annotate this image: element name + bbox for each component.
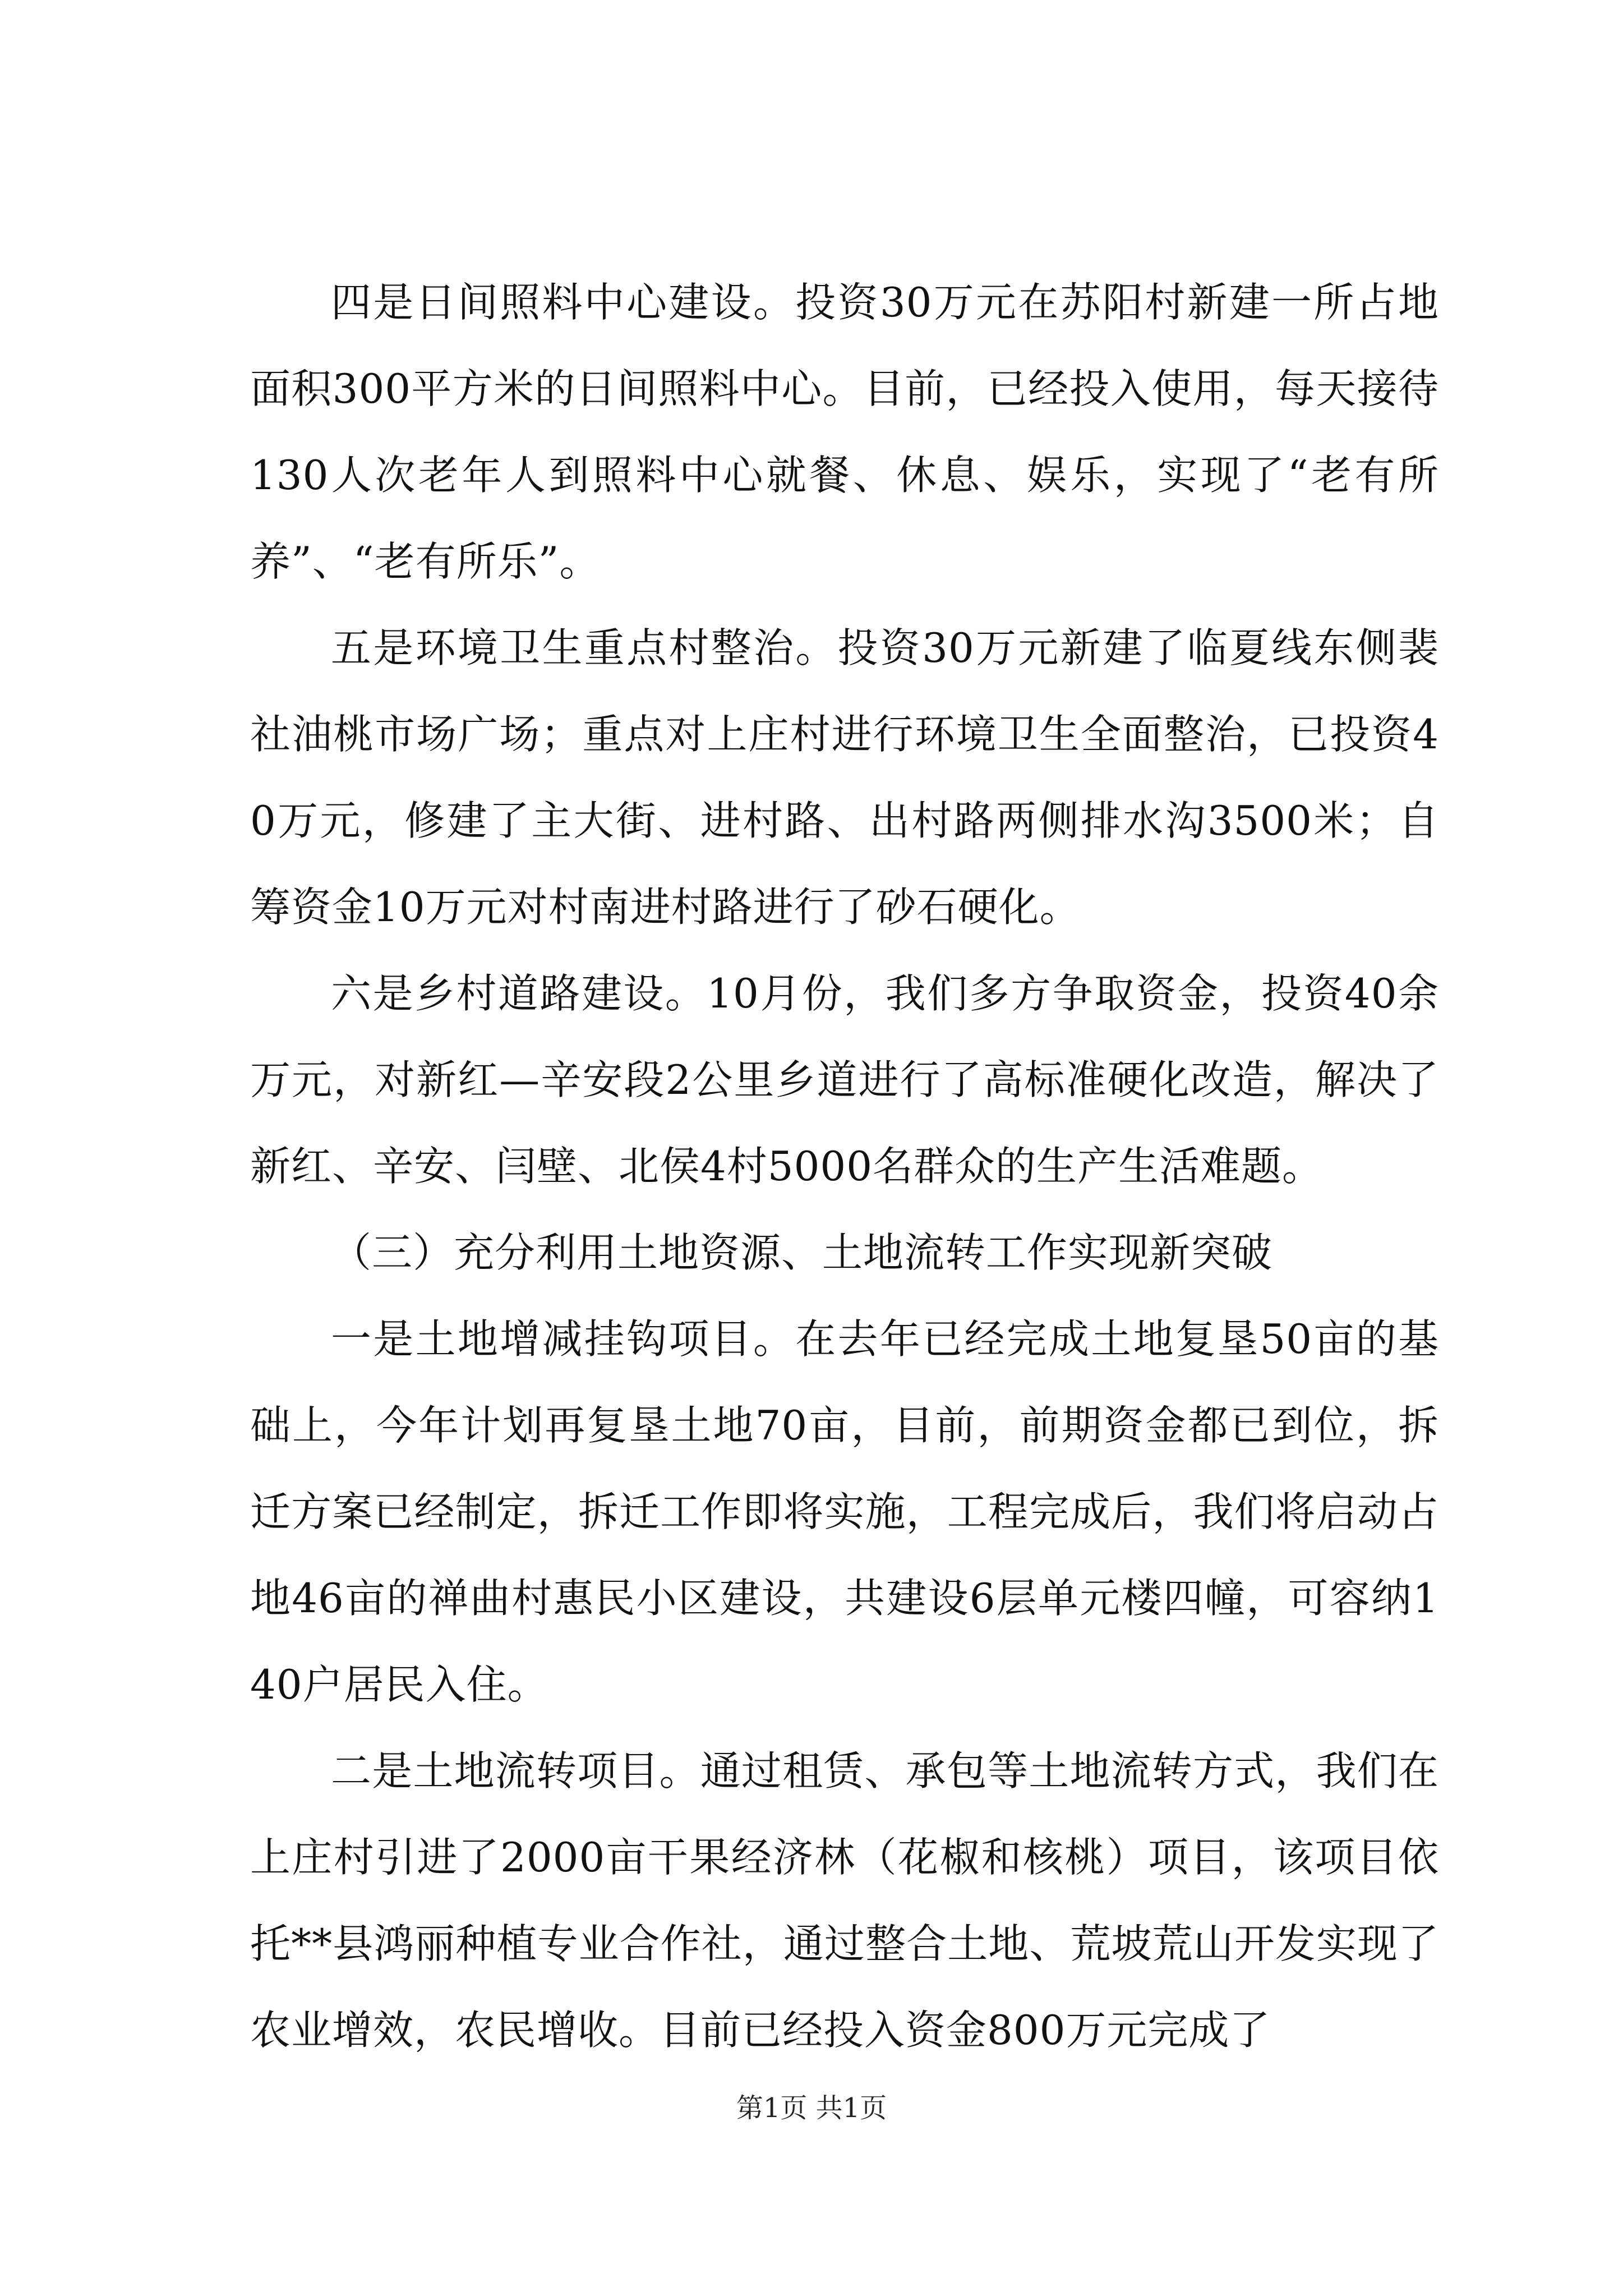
paragraph-land-linkage-project: 一是土地增减挂钩项目。在去年已经完成土地复垦50亩的基础上，今年计划再复垦土地70亩，目前，前期资金都已到位，拆迁方案已经制定，拆迁工作即将实施，工程完成后，我们将启动占地46亩的禅曲村惠民小区建设，共建设6层单元楼四幢，可容纳140户居民入住。 — [250, 1315, 1439, 1708]
document-body — [250, 259, 1439, 2073]
paragraph-land-transfer-project: 二是土地流转项目。通过租赁、承包等土地流转方式，我们在上庄村引进了2000亩干果经济林（花椒和核桃）项目，该项目依托**县鸿丽种植专业合作社，通过整合土地、荒坡荒山开发实现了农业增效，农民增收。目前已经投入资金800万元完成了 — [250, 1747, 1439, 2054]
paragraph-environment-sanitation: 五是环境卫生重点村整治。投资30万元新建了临夏线东侧裴社油桃市场广场；重点对上庄村进行环境卫生全面整治，已投资40万元，修建了主大街、进村路、出村路两侧排水沟3500米；自筹资金10万元对村南进村路进行了砂石硬化。 — [250, 624, 1439, 931]
page-footer: 第1页 共1页 — [736, 2092, 887, 2124]
paragraph-rural-roads: 六是乡村道路建设。10月份，我们多方争取资金，投资40余万元，对新红—辛安段2公里乡道进行了高标准硬化改造，解决了新红、辛安、闫壁、北侯4村5000名群众的生产生活难题。 — [250, 970, 1439, 1190]
paragraph-day-care-center: 四是日间照料中心建设。投资30万元在苏阳村新建一所占地面积300平方米的日间照料中心。目前，已经投入使用，每天接待130人次老年人到照料中心就餐、休息、娱乐，实现了“老有所养”、“老有所乐”。 — [250, 279, 1439, 585]
section-heading-land-resources: （三）充分利用土地资源、土地流转工作实现新突破 — [331, 1229, 1273, 1276]
